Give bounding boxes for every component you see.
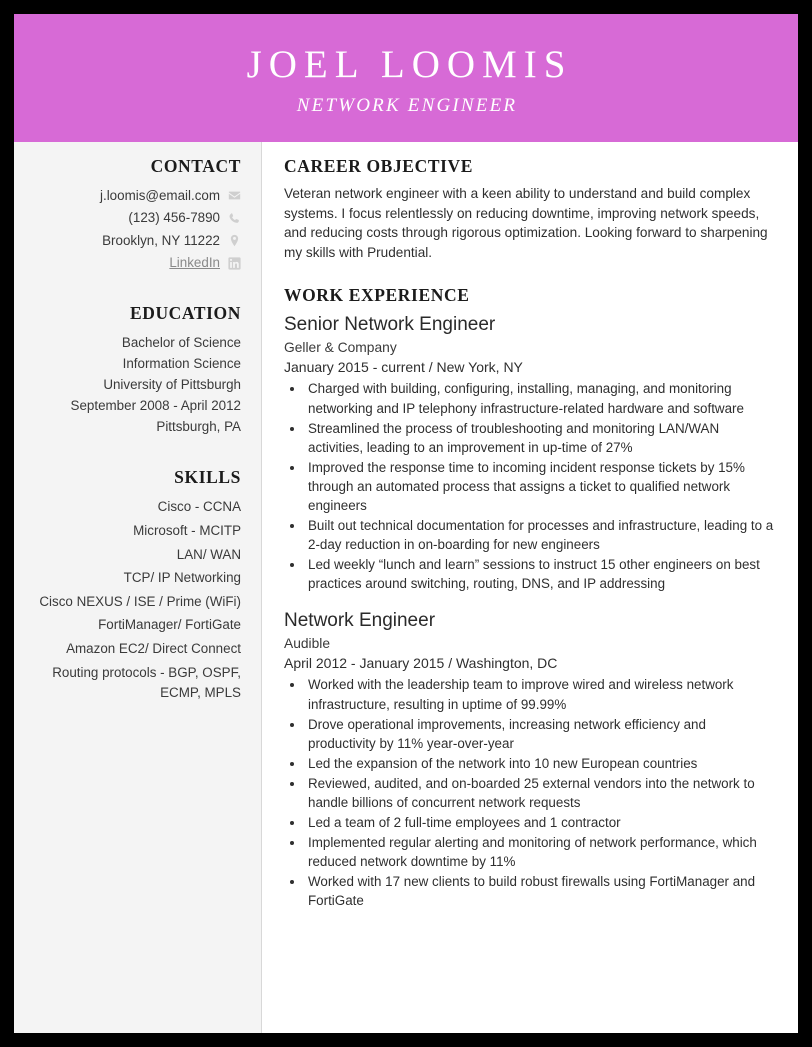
skill-item: Amazon EC2/ Direct Connect	[66, 640, 241, 656]
job-bullet: • Drove operational improvements, increasing network efficiency and productivity by 11% year-over-year	[305, 715, 776, 753]
job-bullet: • Improved the response time to incoming incident response tickets by 15% through an automated process that assigns a ticket to qualified network engineers	[305, 458, 776, 515]
job-bullet: • Worked with 17 new clients to build robust firewalls using FortiManager and FortiGate	[305, 872, 776, 910]
job-bullet: • Led a team of 2 full-time employees and 1 contractor	[305, 813, 776, 832]
skill-item: LAN/ WAN	[176, 546, 241, 562]
linkedin-icon	[228, 257, 241, 270]
job-bullet: • Streamlined the process of troubleshooting and monitoring LAN/WAN activities, leading to an improvement in up-time of 27%	[305, 419, 776, 457]
job-dates-location: April 2012 - January 2015 / Washington, DC	[284, 654, 558, 671]
job-title: Senior Network Engineer	[284, 313, 496, 335]
job-bullet: • Led weekly “lunch and learn” sessions to instruct 15 other engineers on best practices around switching, routing, DNS, and IP addressing	[305, 555, 776, 593]
contact-list	[24, 186, 241, 273]
contact-item[interactable]	[24, 253, 241, 272]
education-list	[24, 333, 241, 438]
resume-page	[14, 14, 798, 1033]
skill-item: FortiManager/ FortiGate	[98, 617, 241, 633]
job-company: Audible	[284, 635, 331, 651]
contact-item	[24, 186, 241, 205]
experience-list	[284, 313, 776, 910]
objective-text: Veteran network engineer with a keen ability to understand and build complex systems. I focus relentlessly on reducing downtime, improving network speeds, and reducing costs through rigorous optimization. Looking forward to sharpening my skills with Prudential.	[284, 186, 768, 261]
experience-entry	[284, 313, 776, 593]
job-company: Geller & Company	[284, 339, 397, 355]
map-pin-icon	[228, 234, 241, 247]
skill-item: Microsoft - MCITP	[133, 522, 241, 538]
resume-body	[14, 142, 798, 1033]
education-line: Pittsburgh, PA	[156, 419, 241, 435]
skill-item: Cisco - CCNA	[157, 499, 241, 515]
education-line: University of Pittsburgh	[103, 376, 241, 392]
experience-entry	[284, 609, 776, 910]
skill-item: Cisco NEXUS / ISE / Prime (WiFi)	[39, 593, 241, 609]
linkedin-link[interactable]: LinkedIn	[169, 255, 220, 271]
skill-item: Routing protocols - BGP, OSPF, ECMP, MPLS	[52, 664, 241, 700]
candidate-name: JOEL LOOMIS	[246, 43, 573, 87]
contact-text: (123) 456-7890	[128, 210, 220, 226]
education-line: Information Science	[122, 355, 241, 371]
envelope-icon	[228, 189, 241, 202]
skills-list	[24, 497, 241, 702]
job-bullet: • Reviewed, audited, and on-boarded 25 external vendors into the network to handle billions of concurrent network requests	[305, 774, 776, 812]
education-line: Bachelor of Science	[121, 334, 241, 350]
resume-header	[14, 14, 798, 142]
experience-heading: WORK EXPERIENCE	[284, 284, 470, 305]
objective-heading: CAREER OBJECTIVE	[284, 156, 474, 176]
education-line: September 2008 - April 2012	[70, 398, 241, 414]
contact-item	[24, 231, 241, 250]
contact-text: Brooklyn, NY 11222	[102, 232, 220, 248]
job-bullet: • Worked with the leadership team to improve wired and wireless network infrastructure, resulting in uptime of 99.99%	[305, 675, 776, 713]
main-column	[262, 142, 798, 1033]
job-bullet-list	[284, 379, 776, 592]
candidate-job-title: NETWORK ENGINEER	[296, 94, 518, 116]
job-bullet: • Led the expansion of the network into 10 new European countries	[305, 754, 776, 773]
contact-item	[24, 208, 241, 227]
contact-text: j.loomis@email.com	[100, 188, 220, 203]
job-bullet-list	[284, 675, 776, 909]
job-bullet: • Charged with building, configuring, installing, managing, and monitoring networking and IP telephony infrastructure-related hardware and software	[305, 379, 776, 417]
job-title: Network Engineer	[284, 609, 436, 631]
job-dates-location: January 2015 - current / New York, NY	[284, 358, 523, 375]
skills-heading: SKILLS	[174, 467, 241, 488]
sidebar	[14, 142, 261, 1033]
education-heading: EDUCATION	[129, 302, 241, 323]
job-bullet: • Implemented regular alerting and monitoring of network performance, which reduced network downtime by 11%	[305, 833, 776, 871]
phone-icon	[228, 212, 241, 225]
job-bullet: • Built out technical documentation for processes and infrastructure, leading to a 2-day reduction in on-boarding for new engineers	[305, 516, 776, 554]
contact-heading: CONTACT	[150, 156, 241, 176]
skill-item: TCP/ IP Networking	[123, 570, 241, 586]
